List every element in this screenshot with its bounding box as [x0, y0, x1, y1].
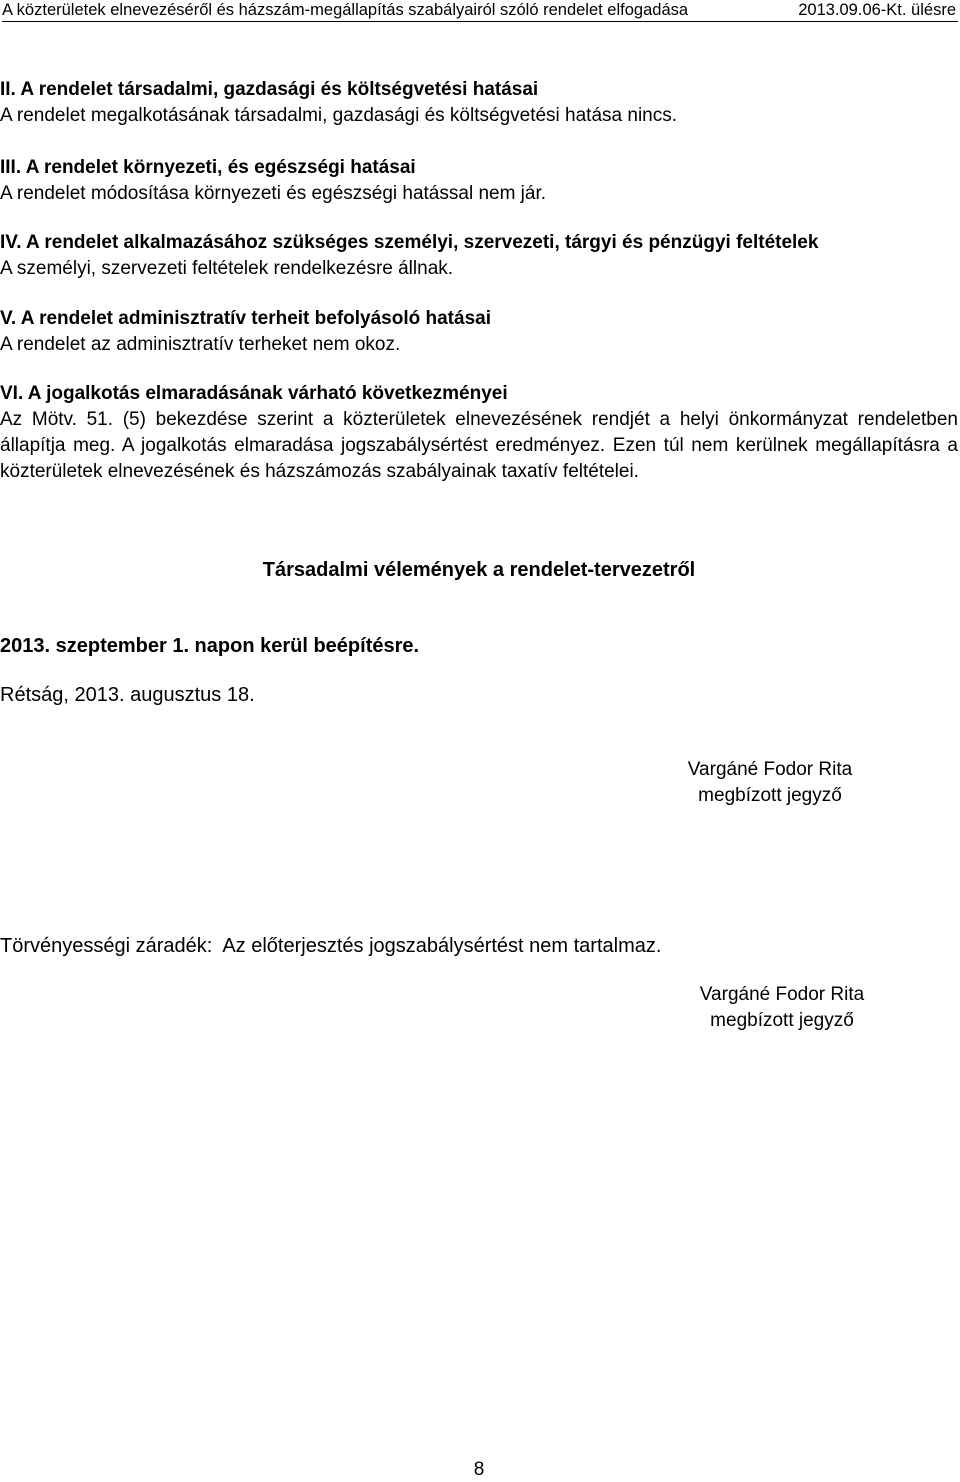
section-v [0, 306, 958, 358]
header-title: A közterületek elnevezéséről és házszám-megállapítás szabályairól szóló rendelet elfogadása [2, 1, 689, 19]
signature-block-2 [632, 982, 932, 1034]
signatory-name: Vargáné Fodor Rita [687, 759, 853, 780]
signatory-role: megbízott jegyző [710, 1010, 854, 1031]
section-body: A személyi, szervezeti feltételek rendelkezésre állnak. [0, 258, 454, 279]
section-title: IV. A rendelet alkalmazásához szükséges személyi, szervezeti, tárgyi és pénzügyi feltételek [0, 232, 819, 253]
section-body: A rendelet megalkotásának társadalmi, gazdasági és költségvetési hatása nincs. [0, 105, 678, 126]
section-body: A rendelet módosítása környezeti és egészségi hatással nem jár. [0, 183, 547, 204]
legality-clause: Törvényességi záradék: Az előterjesztés jogszabálysértést nem tartalmaz. [0, 935, 662, 957]
signatory-role: megbízott jegyző [698, 785, 842, 806]
effective-date: 2013. szeptember 1. napon kerül beépítésre. [0, 635, 420, 657]
section-ii [0, 77, 958, 129]
signatory-name: Vargáné Fodor Rita [699, 984, 865, 1005]
section-iv [0, 230, 958, 282]
section-body: A rendelet az adminisztratív terheket nem okoz. [0, 334, 401, 355]
section-title: V. A rendelet adminisztratív terheit befolyásoló hatásai [0, 308, 491, 329]
header-rule [2, 21, 958, 22]
section-body: Az Mötv. 51. (5) bekezdése szerint a közterületek elnevezésének rendjét a helyi önkormányzat rendeletben állapítja meg. A jogalkotás elmaradása jogszabálysértést eredményez. Ezen túl nem kerülnek megállapításra a közterületek elnevezésének és házszámozás szabályainak taxatív feltételei. [0, 409, 958, 482]
section-title: III. A rendelet környezeti, és egészségi hatásai [0, 157, 416, 178]
signature-block [620, 757, 920, 809]
section-title: VI. A jogalkotás elmaradásának várható következményei [0, 383, 508, 404]
section-vi [0, 381, 958, 485]
place-date: Rétság, 2013. augusztus 18. [0, 684, 255, 706]
section-iii [0, 155, 958, 207]
header-meeting-date: 2013.09.06-Kt. ülésre [798, 1, 956, 19]
opinions-heading: Társadalmi vélemények a rendelet-tervezetről [262, 559, 696, 581]
page-number: 8 [473, 1459, 485, 1480]
page-header [0, 0, 960, 22]
section-title: II. A rendelet társadalmi, gazdasági és költségvetési hatásai [0, 79, 539, 100]
